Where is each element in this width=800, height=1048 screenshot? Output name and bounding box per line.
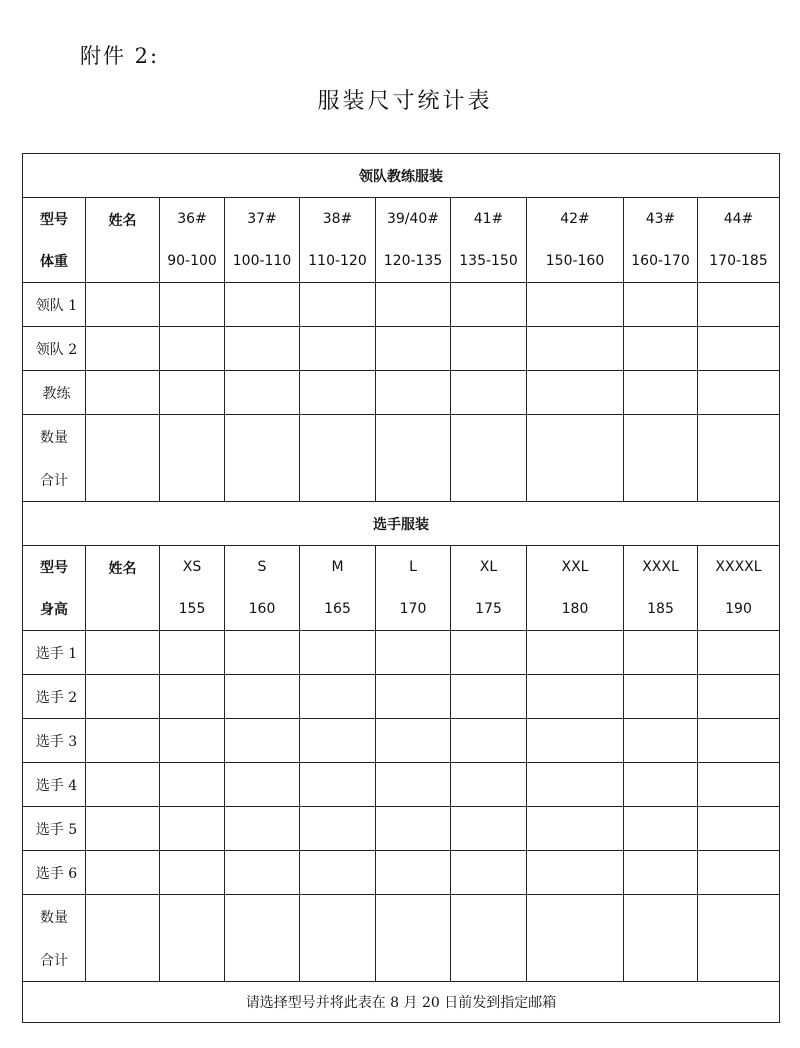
document-title: 服装尺寸统计表 — [317, 89, 493, 114]
height-value: 160 — [225, 588, 300, 631]
height-value: 155 — [160, 588, 225, 631]
submission-note: 请选择型号并将此表在 8 月 20 日前发到指定邮箱 — [23, 982, 780, 1023]
name-header: 姓名 — [86, 546, 160, 631]
section-title-player: 选手服装 — [23, 502, 780, 546]
row-label: 教练 — [23, 371, 86, 415]
height-value: 175 — [451, 588, 527, 631]
size-header: S — [225, 546, 300, 589]
size-header: 43# — [624, 198, 698, 241]
height-value: 170 — [376, 588, 451, 631]
total-label-quantity: 数量 — [23, 895, 86, 940]
total-label-sum: 合计 — [23, 939, 86, 982]
total-row — [23, 415, 780, 460]
table-row — [23, 851, 780, 895]
size-header: 37# — [225, 198, 300, 241]
size-header: 36# — [160, 198, 225, 241]
table-row — [23, 763, 780, 807]
weight-range: 135-150 — [451, 240, 527, 283]
table-row — [23, 719, 780, 763]
size-header: 42# — [527, 198, 624, 241]
total-label-quantity: 数量 — [23, 415, 86, 460]
size-header: XL — [451, 546, 527, 589]
row-label: 选手 6 — [23, 851, 86, 895]
attachment-label: 附件 2: — [80, 44, 160, 68]
weight-range: 90-100 — [160, 240, 225, 283]
table-row — [23, 327, 780, 371]
total-label-sum: 合计 — [23, 459, 86, 502]
row-label: 选手 5 — [23, 807, 86, 851]
total-row — [23, 895, 780, 940]
size-header: XS — [160, 546, 225, 589]
height-value: 165 — [300, 588, 376, 631]
table-row — [23, 283, 780, 327]
weight-range: 160-170 — [624, 240, 698, 283]
height-value: 185 — [624, 588, 698, 631]
row-label: 选手 4 — [23, 763, 86, 807]
height-value: 180 — [527, 588, 624, 631]
weight-range: 150-160 — [527, 240, 624, 283]
model-label: 型号 — [23, 198, 86, 241]
section-title-coach: 领队教练服装 — [23, 154, 780, 198]
name-header: 姓名 — [86, 198, 160, 283]
height-label: 身高 — [23, 588, 86, 631]
row-label: 选手 3 — [23, 719, 86, 763]
height-value: 190 — [698, 588, 780, 631]
size-header: L — [376, 546, 451, 589]
size-header: XXXL — [624, 546, 698, 589]
table-row — [23, 675, 780, 719]
weight-range: 100-110 — [225, 240, 300, 283]
size-header: XXL — [527, 546, 624, 589]
size-header: 44# — [698, 198, 780, 241]
size-header: XXXXL — [698, 546, 780, 589]
size-statistics-table — [22, 153, 780, 1023]
row-label: 领队 1 — [23, 283, 86, 327]
size-header: M — [300, 546, 376, 589]
row-label: 选手 1 — [23, 631, 86, 675]
size-header: 38# — [300, 198, 376, 241]
table-row — [23, 631, 780, 675]
row-label: 领队 2 — [23, 327, 86, 371]
weight-range: 170-185 — [698, 240, 780, 283]
weight-range: 110-120 — [300, 240, 376, 283]
weight-label: 体重 — [23, 240, 86, 283]
row-label: 选手 2 — [23, 675, 86, 719]
table-row — [23, 371, 780, 415]
weight-range: 120-135 — [376, 240, 451, 283]
size-header: 41# — [451, 198, 527, 241]
size-header: 39/40# — [376, 198, 451, 241]
model-label: 型号 — [23, 546, 86, 589]
table-row — [23, 807, 780, 851]
